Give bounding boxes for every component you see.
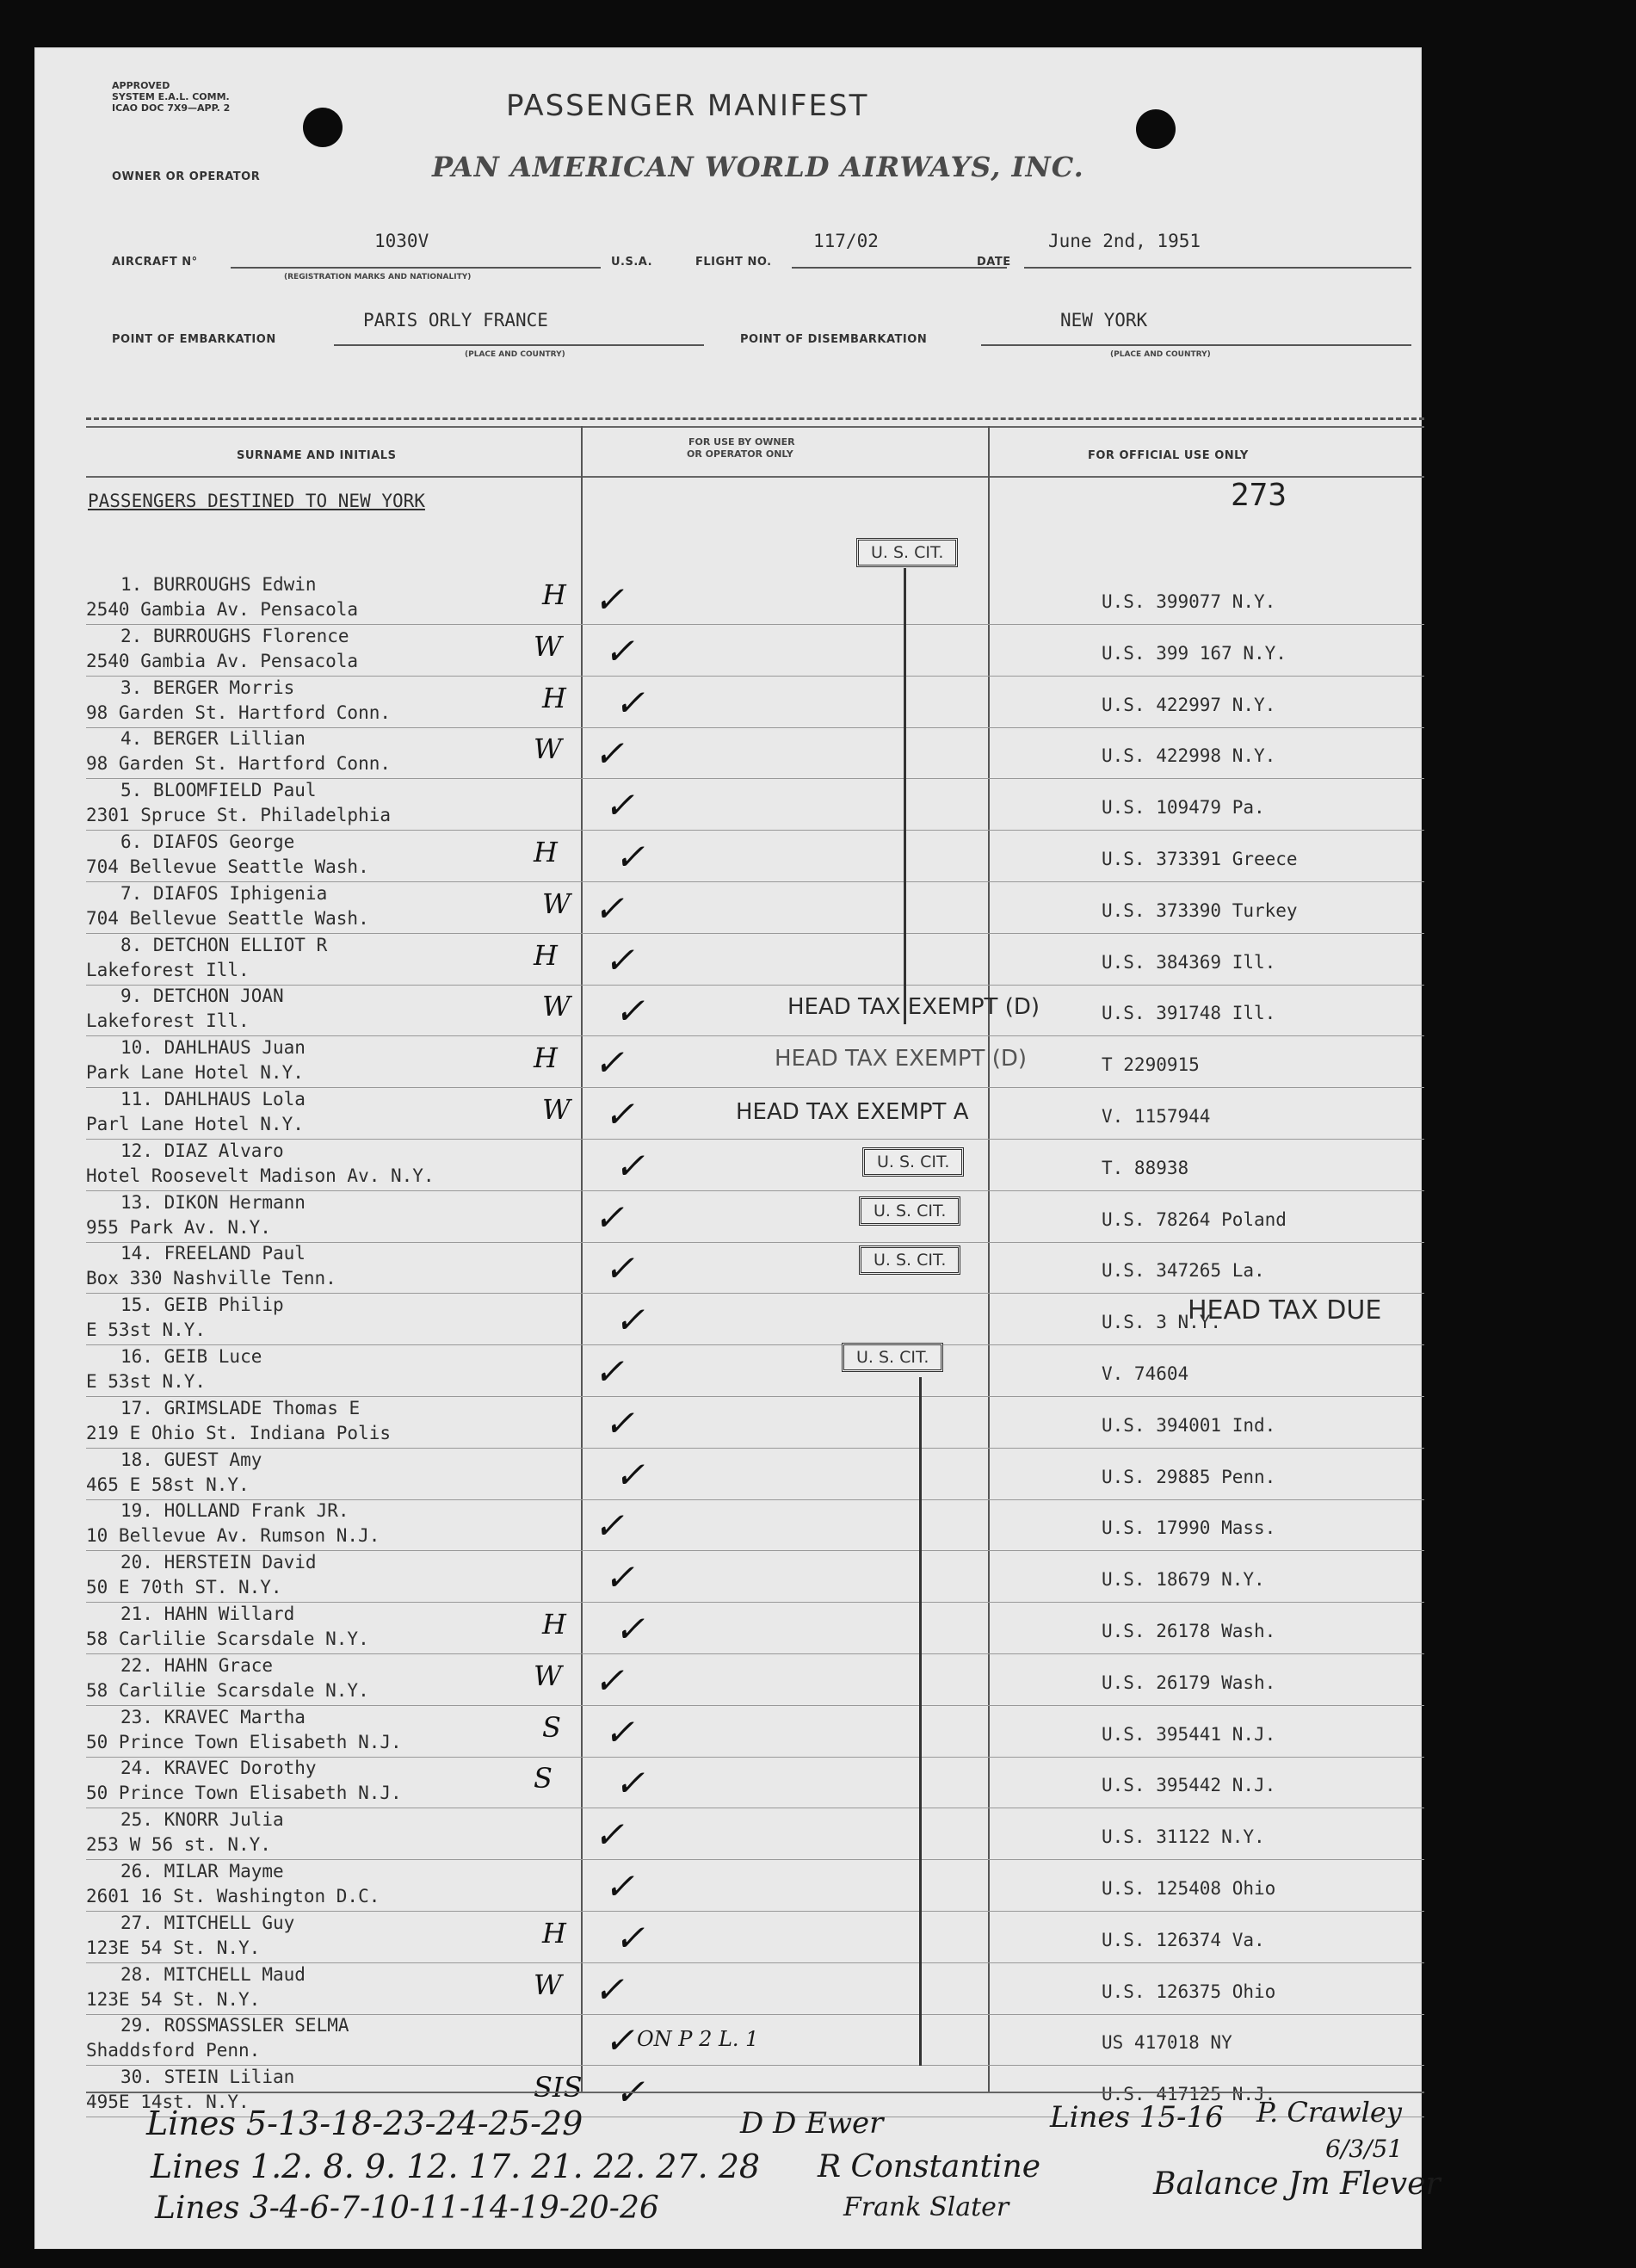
check-mark: ✓ [614,2071,645,2114]
official-entry: U.S. 395441 N.J. [1102,1723,1276,1745]
official-entry: U.S. 126375 Ohio [1102,1981,1276,2002]
aircraft-number: 1030V [374,231,429,251]
embarkation-label: POINT OF EMBARKATION [112,333,276,346]
table-row [34,1964,1422,2014]
table-row [34,1140,1422,1190]
disembarkation-note: (PLACE AND COUNTRY) [1110,350,1211,359]
passenger-name: 22. HAHN Grace [120,1654,274,1676]
passenger-address: 58 Carlilie Scarsdale N.Y. [86,1679,369,1701]
official-entry: U.S. 384369 Ill. [1102,951,1276,973]
official-entry: U.S. 399077 N.Y. [1102,591,1276,612]
manifest-sheet [34,47,1441,2249]
approval-note: APPROVED SYSTEM E.A.L. COMM. ICAO DOC 7X9—APP. 2 [112,80,231,114]
handwritten-mark: H [542,681,566,714]
passenger-address: 955 Park Av. N.Y. [86,1216,271,1238]
passenger-name: 28. MITCHELL Maud [120,1963,306,1985]
passenger-name: 13. DIKON Hermann [120,1191,306,1213]
aircraft-label: AIRCRAFT N° [112,256,198,269]
passenger-address: Lakeforest Ill. [86,1010,250,1032]
review-note-3: Lines 3-4-6-7-10-11-14-19-20-26 [155,2191,659,2226]
table-row [34,1243,1422,1293]
passenger-address: 253 W 56 st. N.Y. [86,1834,271,1856]
official-entry: U.S. 126374 Va. [1102,1929,1265,1950]
passenger-name: 7. DIAFOS Iphigenia [120,882,328,904]
form-title: PASSENGER MANIFEST [506,89,869,123]
official-entry: T 2290915 [1102,1054,1200,1076]
check-mark: ✓ [614,836,645,878]
passenger-name: 23. KRAVEC Martha [120,1706,306,1727]
reviewer-signature-2: R Constantine [818,2149,1041,2185]
punch-hole [303,108,343,147]
date-label: DATE [977,256,1011,269]
check-mark: ✓ [614,1453,645,1496]
check-mark: ✓ [594,1968,625,2011]
table-row [34,1552,1422,1602]
table-row [34,626,1422,676]
passenger-address: 2301 Spruce St. Philadelphia [86,805,392,826]
check-mark: ✓ [594,1196,625,1239]
passenger-name: 1. BURROUGHS Edwin [120,574,317,595]
passenger-name: 2. BURROUGHS Florence [120,625,349,646]
passenger-name: 20. HERSTEIN David [120,1552,317,1573]
passenger-name: 14. FREELAND Paul [120,1243,306,1264]
check-mark: ✓ [594,1041,625,1085]
official-column-header: FOR OFFICIAL USE ONLY [1088,449,1249,462]
official-entry: U.S. 109479 Pa. [1102,797,1265,819]
handwritten-mark: S [542,1710,561,1744]
passenger-name: 18. GUEST Amy [120,1449,262,1470]
reviewer-signature-1: D D Ewer [740,2106,884,2141]
official-entry: V. 74604 [1102,1363,1189,1384]
review-note-2: Lines 1.2. 8. 9. 12. 17. 21. 22. 27. 28 [151,2147,761,2185]
table-row [34,1449,1422,1499]
us-citizen-stamp: U. S. CIT. [859,1196,960,1226]
handwritten-mark: W [542,887,571,920]
passenger-address: 704 Bellevue Seattle Wash. [86,907,369,929]
official-entry: U.S. 373391 Greece [1102,849,1298,869]
passenger-name: 16. GEIB Luce [120,1346,262,1367]
official-entry: U.S. 373390 Turkey [1102,899,1298,921]
handwritten-mark: H [534,1041,558,1075]
passenger-address: 704 Bellevue Seattle Wash. [86,856,369,877]
passenger-address: E 53st N.Y. [86,1319,207,1341]
official-entry: U.S. 17990 Mass. [1102,1517,1276,1539]
surname-column-header: SURNAME AND INITIALS [237,449,397,462]
passenger-address: Lakeforest Ill. [86,959,250,980]
official-entry: U.S. 417125 N.J. [1102,2084,1276,2105]
official-entry: U.S. 394001 Ind. [1102,1414,1276,1436]
official-entry: U.S. 125408 Ohio [1102,1878,1276,1899]
official-entry: V. 1157944 [1102,1106,1211,1127]
us-citizen-stamp: U. S. CIT. [859,1245,960,1275]
official-entry: US 417018 NY [1102,2032,1232,2054]
embarkation-note: (PLACE AND COUNTRY) [465,350,565,359]
embarkation-point: PARIS ORLY FRANCE [363,310,548,331]
usa-label: U.S.A. [611,256,653,269]
us-citizen-stamp: U. S. CIT. [842,1343,943,1372]
handwritten-mark: W [542,990,571,1023]
check-mark: ✓ [604,1710,635,1753]
review-note-1: Lines 5-13-18-23-24-25-29 [146,2104,583,2142]
operator-column-header-2: OR OPERATOR ONLY [687,448,793,460]
official-entry: U.S. 395442 N.J. [1102,1775,1276,1796]
passenger-name: 12. DIAZ Alvaro [120,1140,284,1161]
passenger-address: Parl Lane Hotel N.Y. [86,1114,304,1134]
passenger-name: 24. KRAVEC Dorothy [120,1758,317,1779]
check-mark: ✓ [594,1659,625,1702]
handwritten-mark: H [534,938,558,972]
passenger-address: 50 Prince Town Elisabeth N.J. [86,1783,402,1804]
passenger-address: Park Lane Hotel N.Y. [86,1062,304,1084]
official-entry: U.S. 399 167 N.Y. [1102,642,1287,664]
table-row [34,574,1422,624]
check-mark: ✓ [614,990,645,1033]
passenger-name: 10. DAHLHAUS Juan [120,1037,306,1059]
passenger-address: 495E 14st. N.Y. [86,2092,250,2113]
passenger-name: 3. BERGER Morris [120,677,295,698]
check-mark: ✓ [604,629,635,672]
check-mark: ✓ [594,732,625,776]
passenger-name: 9. DETCHON JOAN [120,986,284,1007]
handwritten-mark: W [534,1659,562,1692]
passenger-name: 15. GEIB Philip [120,1295,284,1316]
table-row [34,935,1422,985]
table-row [34,1037,1422,1087]
handwritten-mark: SIS [534,2071,583,2104]
handwritten-mark: S [534,1762,553,1795]
table-row [34,1655,1422,1705]
passenger-name: 30. STEIN Lilian [120,2067,295,2088]
passenger-address: 2540 Gambia Av. Pensacola [86,650,359,671]
table-row [34,1913,1422,1962]
passenger-address: 58 Carlilie Scarsdale N.Y. [86,1628,369,1649]
passenger-name: 29. ROSSMASSLER SELMA [120,2015,349,2036]
passenger-address: 98 Garden St. Hartford Conn. [86,753,392,775]
check-mark: ✓ [594,578,625,621]
passenger-address: 2601 16 St. Washington D.C. [86,1886,380,1906]
table-row [34,986,1422,1035]
check-mark: ✓ [604,1401,635,1444]
table-row [34,1346,1422,1396]
table-row [34,728,1422,778]
table-row [34,1192,1422,1242]
head-tax-exempt-stamp: HEAD TAX EXEMPT (D) [787,994,1040,1020]
passenger-name: 17. GRIMSLADE Thomas E [120,1397,361,1418]
passenger-name: 21. HAHN Willard [120,1604,295,1624]
passenger-address: 50 E 70th ST. N.Y. [86,1577,282,1598]
head-tax-exempt-stamp: HEAD TAX EXEMPT (D) [775,1046,1028,1072]
passenger-address: Hotel Roosevelt Madison Av. N.Y. [86,1165,435,1186]
official-entry: T. 88938 [1102,1157,1189,1178]
review-date: 6/3/51 [1325,2135,1404,2163]
check-mark: ✓ [604,1093,635,1135]
operator-column-header: FOR USE BY OWNER [688,436,795,448]
handwritten-mark: H [542,578,566,611]
check-mark: ✓ [614,1916,645,1959]
reviewer-signature-3: Frank Slater [843,2192,1009,2222]
check-mark: ✓ [614,1608,645,1650]
official-entry: U.S. 18679 N.Y. [1102,1569,1265,1591]
official-entry: U.S. 422997 N.Y. [1102,694,1276,715]
passenger-address: 123E 54 St. N.Y. [86,1988,261,2010]
passenger-name: 8. DETCHON ELLIOT R [120,934,328,955]
flight-number: 117/02 [813,231,879,251]
official-entry: U.S. 78264 Poland [1102,1208,1287,1230]
passenger-name: 19. HOLLAND Frank JR. [120,1500,349,1522]
review-note-right: Lines 15-16 [1050,2100,1224,2135]
check-mark: ✓ [604,938,635,981]
passenger-address: 98 Garden St. Hartford Conn. [86,701,392,723]
head-tax-exempt-a-stamp: HEAD TAX EXEMPT A [736,1099,969,1125]
passenger-address: Shaddsford Penn. [86,2040,261,2061]
handwritten-mark: W [534,732,562,766]
check-mark: ✓ [604,1247,635,1290]
airline-name: PAN AMERICAN WORLD AIRWAYS, INC. [432,151,1084,183]
handwritten-mark: W [542,1093,571,1126]
official-entry: U.S. 31122 N.Y. [1102,1826,1265,1848]
balance-note: Balance Jm Flever [1153,2166,1441,2202]
official-entry: U.S. 391748 Ill. [1102,1003,1276,1024]
table-row [34,1398,1422,1448]
table-row [34,1707,1422,1757]
check-mark: ✓ [594,887,625,930]
passenger-name: 27. MITCHELL Guy [120,1912,295,1933]
check-mark: ✓ [594,1814,625,1857]
head-tax-due-stamp: HEAD TAX DUE [1188,1295,1382,1326]
owner-label: OWNER OR OPERATOR [112,170,261,183]
handwritten-mark: W [534,1968,562,2001]
table-row [34,1758,1422,1808]
handwritten-mark: W [534,629,562,663]
passenger-address: Box 330 Nashville Tenn. [86,1268,336,1289]
reviewer-signature-right: P. Crawley [1256,2096,1402,2129]
passenger-address: E 53st N.Y. [86,1371,207,1392]
table-row [34,883,1422,933]
passenger-name: 26. MILAR Mayme [120,1861,284,1882]
us-citizen-stamp: U. S. CIT. [856,538,958,567]
official-entry: U.S. 422998 N.Y. [1102,745,1276,767]
table-row [34,1809,1422,1859]
check-mark: ✓ [614,681,645,724]
check-mark: ✓ [594,1505,625,1548]
passenger-address: 219 E Ohio St. Indiana Polis [86,1422,392,1443]
passenger-address: 465 E 58st N.Y. [86,1474,250,1495]
passenger-name: 6. DIAFOS George [120,831,295,852]
passenger-name: 5. BLOOMFIELD Paul [120,780,317,801]
flight-label: FLIGHT NO. [695,256,772,269]
table-row [34,780,1422,830]
table-row [34,1604,1422,1653]
official-entry: U.S. 3 N.Y. [1102,1312,1222,1333]
continuation-note: ON P 2 L. 1 [637,2027,759,2051]
handwritten-mark: H [534,836,558,868]
check-mark: ✓ [594,1350,625,1393]
passenger-address: 2540 Gambia Av. Pensacola [86,599,359,620]
table-row [34,1500,1422,1550]
page-number: 273 [1231,478,1287,513]
passenger-address: 50 Prince Town Elisabeth N.J. [86,1731,402,1752]
table-row [34,831,1422,881]
punch-hole [1136,109,1176,149]
check-mark: ✓ [604,1556,635,1599]
passenger-address: 123E 54 St. N.Y. [86,1937,261,1958]
table-row [34,677,1422,727]
disembarkation-label: POINT OF DISEMBARKATION [740,333,928,346]
passenger-name: 11. DAHLHAUS Lola [120,1089,306,1109]
check-mark: ✓ [614,1144,645,1187]
table-row [34,1861,1422,1911]
handwritten-mark: H [542,1608,566,1641]
section-heading: PASSENGERS DESTINED TO NEW YORK [88,491,425,511]
check-mark: ✓ [604,1865,635,1907]
official-entry: U.S. 26179 Wash. [1102,1672,1276,1693]
check-mark: ✓ [614,1762,645,1805]
check-mark: ✓ [604,2019,635,2062]
official-entry: U.S. 26178 Wash. [1102,1621,1276,1641]
check-mark: ✓ [614,1299,645,1342]
table-row [34,1089,1422,1139]
disembarkation-point: NEW YORK [1060,310,1148,331]
check-mark: ✓ [604,784,635,827]
passenger-name: 4. BERGER Lillian [120,728,306,750]
handwritten-mark: H [542,1916,566,1950]
official-entry: U.S. 347265 La. [1102,1260,1265,1282]
official-entry: U.S. 29885 Penn. [1102,1466,1276,1487]
passenger-name: 25. KNORR Julia [120,1809,284,1831]
us-citizen-stamp: U. S. CIT. [862,1147,964,1177]
flight-date: June 2nd, 1951 [1048,231,1201,251]
registration-note: (REGISTRATION MARKS AND NATIONALITY) [284,273,472,281]
passenger-address: 10 Bellevue Av. Rumson N.J. [86,1525,380,1547]
